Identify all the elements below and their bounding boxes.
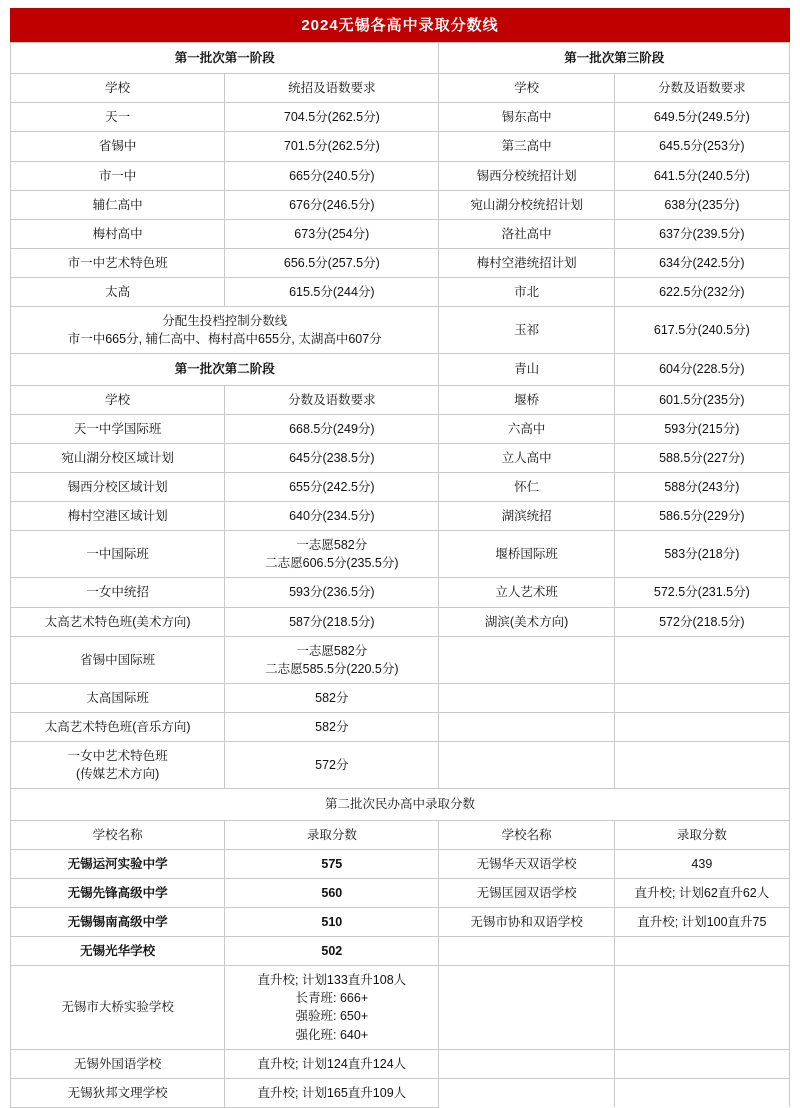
- table-row: [11, 713, 790, 742]
- school-name: 市一中艺术特色班: [11, 248, 225, 277]
- school-score: 656.5分(257.5分): [225, 248, 439, 277]
- empty-cell: [439, 1049, 614, 1078]
- school-name: 立人艺术班: [439, 578, 614, 607]
- school-score: 637分(239.5分): [614, 219, 789, 248]
- school-name: 锡东高中: [439, 103, 614, 132]
- school-score: 665分(240.5分): [225, 161, 439, 190]
- table-row: [11, 132, 790, 161]
- school-score: 560: [225, 878, 439, 907]
- school-score: 572分: [225, 742, 439, 789]
- col-header-score-stage2: 分数及语数要求: [225, 385, 439, 414]
- school-score: 593分(236.5分): [225, 578, 439, 607]
- school-name: 无锡运河实验中学: [11, 849, 225, 878]
- table-row: [11, 578, 790, 607]
- table-row: [11, 1049, 790, 1078]
- school-score: 583分(218分): [614, 531, 789, 578]
- school-name: 宛山湖分校区域计划: [11, 443, 225, 472]
- school-score: 588分(243分): [614, 472, 789, 501]
- section-header-batch1-stage2: 第一批次第二阶段: [11, 354, 439, 385]
- col-header-school-left: 学校: [11, 74, 225, 103]
- school-name: 第三高中: [439, 132, 614, 161]
- school-name-line-2: (传媒艺术方向): [75, 767, 160, 782]
- empty-cell: [439, 742, 614, 789]
- empty-cell: [614, 742, 789, 789]
- school-name: 省锡中国际班: [11, 636, 225, 683]
- col-header-score-right: 分数及语数要求: [614, 74, 789, 103]
- score-line-1: 一志愿582分: [296, 538, 368, 553]
- school-name: 无锡锡南高级中学: [11, 907, 225, 936]
- table-row: [11, 742, 790, 789]
- allocation-note: [11, 307, 439, 354]
- school-score: 582分: [225, 683, 439, 712]
- school-name: 六高中: [439, 414, 614, 443]
- school-name: 市一中: [11, 161, 225, 190]
- school-score: 587分(218.5分): [225, 607, 439, 636]
- table-row: [11, 683, 790, 712]
- empty-cell: [439, 713, 614, 742]
- school-score: 直升校; 计划62直升62人: [614, 878, 789, 907]
- col-header-school-batch2-right: 学校名称: [439, 820, 614, 849]
- empty-cell: [614, 636, 789, 683]
- score-line-2: 长青班: 666+: [295, 991, 369, 1006]
- school-name: 无锡外国语学校: [11, 1049, 225, 1078]
- school-name: 堰桥: [439, 385, 614, 414]
- school-name: 怀仁: [439, 472, 614, 501]
- table-row: [11, 636, 790, 683]
- school-score: [225, 531, 439, 578]
- school-score: 673分(254分): [225, 219, 439, 248]
- score-line-1: 直升校; 计划133直升108人: [257, 973, 407, 988]
- school-name: 宛山湖分校统招计划: [439, 190, 614, 219]
- column-header-row: [11, 385, 790, 414]
- table-row: [11, 1078, 790, 1107]
- school-score: 601.5分(235分): [614, 385, 789, 414]
- section-header-row: [11, 354, 790, 385]
- school-name: 无锡匡园双语学校: [439, 878, 614, 907]
- column-header-row: [11, 820, 790, 849]
- school-name: 太高国际班: [11, 683, 225, 712]
- school-score: 704.5分(262.5分): [225, 103, 439, 132]
- school-score: [225, 636, 439, 683]
- table-row: [11, 502, 790, 531]
- school-name: 无锡市大桥实验学校: [11, 966, 225, 1050]
- section-header-batch1-stage1: 第一批次第一阶段: [11, 43, 439, 74]
- school-name: 无锡华天双语学校: [439, 849, 614, 878]
- school-score: 676分(246.5分): [225, 190, 439, 219]
- table-row: [11, 278, 790, 307]
- school-score: 641.5分(240.5分): [614, 161, 789, 190]
- table-row: [11, 607, 790, 636]
- school-score: 622.5分(232分): [614, 278, 789, 307]
- score-line-2: 二志愿606.5分(235.5分): [265, 556, 399, 571]
- school-score: 439: [614, 849, 789, 878]
- school-score: 直升校; 计划165直升109人: [225, 1078, 439, 1107]
- empty-cell: [614, 683, 789, 712]
- table-row: [11, 907, 790, 936]
- school-name: 堰桥国际班: [439, 531, 614, 578]
- school-name: 天一: [11, 103, 225, 132]
- score-line-2: 二志愿585.5分(220.5分): [265, 661, 399, 676]
- score-line-1: 一志愿582分: [296, 643, 368, 658]
- school-name: 梅村空港统招计划: [439, 248, 614, 277]
- allocation-note-body: 市一中665分, 辅仁高中、梅村高中655分, 太湖高中607分: [67, 332, 382, 347]
- score-line-3: 强验班: 650+: [295, 1009, 369, 1024]
- school-name: 锡西分校区域计划: [11, 472, 225, 501]
- school-score: 655分(242.5分): [225, 472, 439, 501]
- school-name: 玉祁: [439, 307, 614, 354]
- table-row: [11, 161, 790, 190]
- school-score: 649.5分(249.5分): [614, 103, 789, 132]
- table-row: [11, 937, 790, 966]
- section-header-row: [11, 43, 790, 74]
- school-name: 无锡光华学校: [11, 937, 225, 966]
- school-name: 太高艺术特色班(音乐方向): [11, 713, 225, 742]
- school-score: 582分: [225, 713, 439, 742]
- school-name: 湖滨(美术方向): [439, 607, 614, 636]
- col-header-score-left: 统招及语数要求: [225, 74, 439, 103]
- school-score: 572.5分(231.5分): [614, 578, 789, 607]
- school-name: 锡西分校统招计划: [439, 161, 614, 190]
- school-score: 直升校; 计划124直升124人: [225, 1049, 439, 1078]
- column-header-row: [11, 74, 790, 103]
- page-title: 2024无锡各高中录取分数线: [10, 8, 790, 42]
- table-row: [11, 103, 790, 132]
- school-name-line-1: 一女中艺术特色班: [67, 749, 168, 764]
- table-row: [11, 248, 790, 277]
- school-name: 无锡先锋高级中学: [11, 878, 225, 907]
- school-name: 梅村空港区域计划: [11, 502, 225, 531]
- school-name: 一女中统招: [11, 578, 225, 607]
- table-row: [11, 849, 790, 878]
- school-name: 一中国际班: [11, 531, 225, 578]
- school-score: 617.5分(240.5分): [614, 307, 789, 354]
- school-name: 无锡市协和双语学校: [439, 907, 614, 936]
- section-header-row: [11, 789, 790, 820]
- empty-cell: [439, 1078, 614, 1107]
- school-name: 立人高中: [439, 443, 614, 472]
- school-name: 湖滨统招: [439, 502, 614, 531]
- table-row: [11, 414, 790, 443]
- school-score: 645.5分(253分): [614, 132, 789, 161]
- school-score: 593分(215分): [614, 414, 789, 443]
- col-header-school-right: 学校: [439, 74, 614, 103]
- col-header-school-batch2-left: 学校名称: [11, 820, 225, 849]
- table-row: [11, 443, 790, 472]
- school-score: 502: [225, 937, 439, 966]
- school-score: 586.5分(229分): [614, 502, 789, 531]
- table-row: [11, 472, 790, 501]
- empty-cell: [439, 683, 614, 712]
- empty-cell: [614, 937, 789, 966]
- school-name: 天一中学国际班: [11, 414, 225, 443]
- school-score: 575: [225, 849, 439, 878]
- empty-cell: [614, 1078, 789, 1107]
- school-name: 省锡中: [11, 132, 225, 161]
- table-row: [11, 531, 790, 578]
- table-row: [11, 966, 790, 1050]
- table-row: [11, 878, 790, 907]
- allocation-note-title: 分配生投档控制分数线: [162, 314, 288, 329]
- col-header-score-batch2-right: 录取分数: [614, 820, 789, 849]
- scores-table: [10, 42, 790, 1108]
- section-header-batch2: 第二批次民办高中录取分数: [11, 789, 790, 820]
- section-header-batch1-stage3: 第一批次第三阶段: [439, 43, 790, 74]
- table-row: [11, 219, 790, 248]
- school-name: 太高艺术特色班(美术方向): [11, 607, 225, 636]
- school-name: 太高: [11, 278, 225, 307]
- allocation-note-row: [11, 307, 790, 354]
- table-row: [11, 190, 790, 219]
- school-name: 洛社高中: [439, 219, 614, 248]
- school-score: 572分(218.5分): [614, 607, 789, 636]
- school-score: 668.5分(249分): [225, 414, 439, 443]
- empty-cell: [614, 1049, 789, 1078]
- school-name: 辅仁高中: [11, 190, 225, 219]
- col-header-school-stage2: 学校: [11, 385, 225, 414]
- empty-cell: [439, 937, 614, 966]
- empty-cell: [439, 636, 614, 683]
- school-score: 638分(235分): [614, 190, 789, 219]
- school-name: 市北: [439, 278, 614, 307]
- school-score: 615.5分(244分): [225, 278, 439, 307]
- school-score: 701.5分(262.5分): [225, 132, 439, 161]
- school-score: 604分(228.5分): [614, 354, 789, 385]
- empty-cell: [439, 966, 614, 1050]
- school-score: 645分(238.5分): [225, 443, 439, 472]
- school-name: 青山: [439, 354, 614, 385]
- school-score: 588.5分(227分): [614, 443, 789, 472]
- school-score: [225, 966, 439, 1050]
- school-score: 510: [225, 907, 439, 936]
- school-name: [11, 742, 225, 789]
- school-score: 640分(234.5分): [225, 502, 439, 531]
- empty-cell: [614, 966, 789, 1050]
- school-name: 无锡狄邦文理学校: [11, 1078, 225, 1107]
- school-score: 直升校; 计划100直升75: [614, 907, 789, 936]
- school-score: 634分(242.5分): [614, 248, 789, 277]
- empty-cell: [614, 713, 789, 742]
- school-name: 梅村高中: [11, 219, 225, 248]
- col-header-score-batch2-left: 录取分数: [225, 820, 439, 849]
- score-line-4: 强化班: 640+: [295, 1027, 369, 1042]
